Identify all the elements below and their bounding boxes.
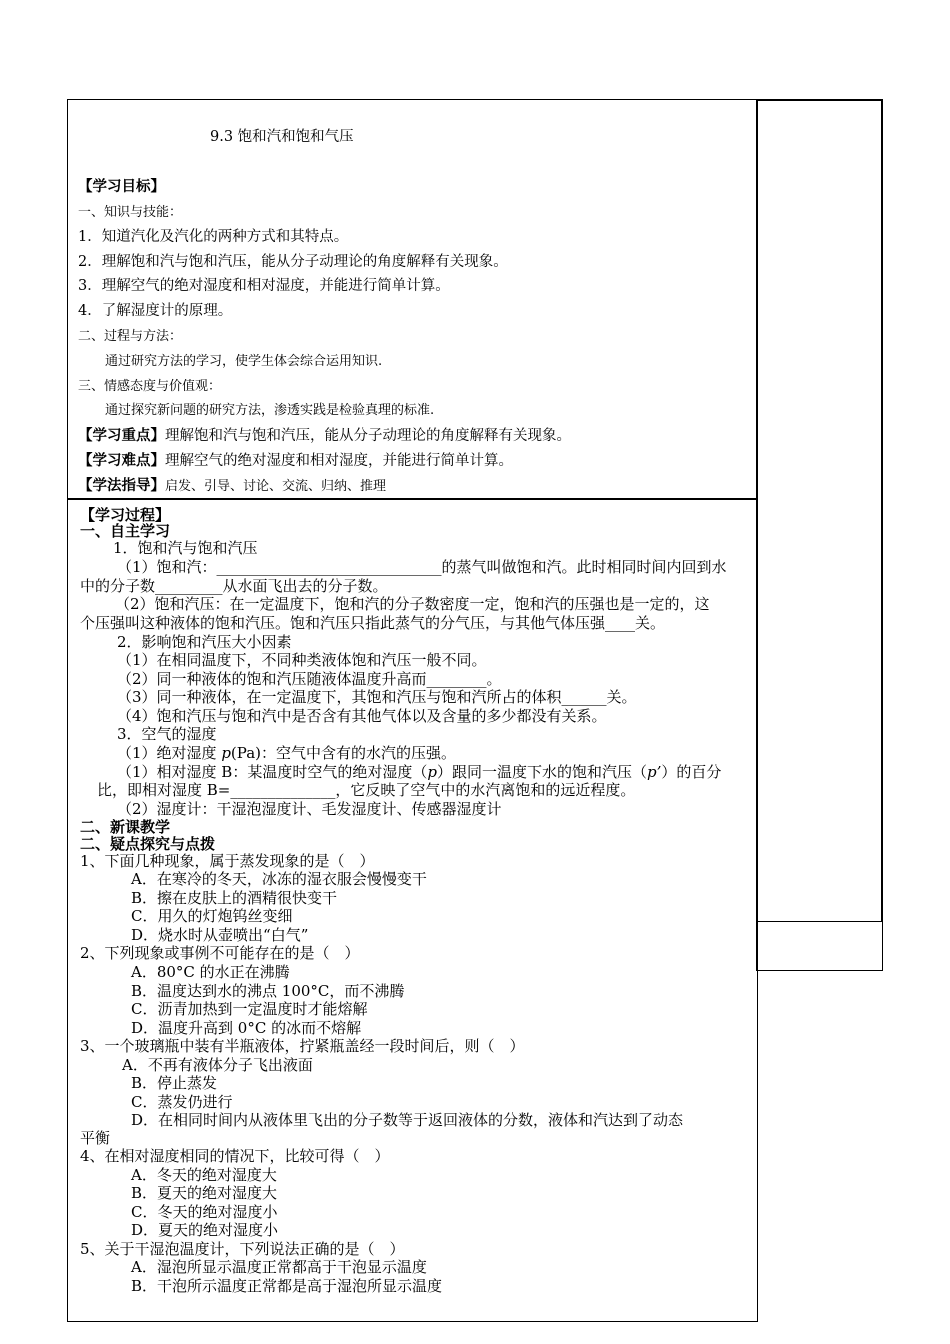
difficulty-line (78, 454, 513, 469)
goal-2: 2．理解饱和汽与饱和汽压，能从分子动理论的角度解释有关现象。 (78, 254, 508, 270)
fill-blank[interactable]: _________ (155, 577, 223, 595)
question-3-option-b[interactable]: B．停止蒸发 (131, 1074, 218, 1092)
saturated-vapor-line2 (80, 579, 388, 594)
process-method-text: 通过研究方法的学习，使学生体会综合运用知识. (105, 354, 383, 369)
symbol-p: p (221, 744, 231, 762)
question-5-option-a[interactable]: A．湿泡所显示温度正常都高于干泡显示温度 (131, 1258, 427, 1276)
question-4-option-c[interactable]: C．冬天的绝对湿度小 (131, 1203, 278, 1221)
abs-humidity-text: (Pa)：空气中含有的水汽的压强。 (230, 744, 456, 762)
question-4-stem: 4、在相对湿度相同的情况下，比较可得（ ） (80, 1147, 390, 1165)
question-3-option-d[interactable]: D．在相同时间内从液体里飞出的分子数等于返回液体的分数，液体和汽达到了动态 (131, 1111, 684, 1129)
symbol-p-prime: p’ (646, 763, 662, 781)
method-text: 启发、引导、讨论、交流、归纳、推理 (165, 479, 387, 494)
question-5-option-b[interactable]: B．干泡所示温度正常都是高于湿泡所显示温度 (131, 1277, 443, 1295)
sat-vapor-label: （1）饱和汽： (117, 558, 217, 576)
question-2-option-c[interactable]: C．沥青加热到一定温度时才能熔解 (131, 1000, 368, 1018)
method-line (78, 479, 386, 494)
goal-3: 3．理解空气的绝对湿度和相对湿度，并能进行简单计算。 (78, 278, 450, 294)
factor-1: （1）在相同温度下，不同种类液体饱和汽压一般不同。 (117, 651, 487, 669)
question-1-option-c[interactable]: C．用久的灯炮钨丝变细 (131, 907, 293, 925)
question-1-option-a[interactable]: A．在寒冷的冬天，冰冻的湿衣服会慢慢变干 (131, 870, 427, 888)
factor-2: （2）同一种液体的饱和汽压随液体温度升高而________。 (117, 670, 502, 688)
item3-heading: 3．空气的湿度 (117, 725, 217, 743)
key-point-line (78, 429, 571, 444)
rel-humidity-text-c: ）的百分 (661, 763, 722, 781)
side-column-lower-box (756, 920, 883, 971)
difficulty-text: 理解空气的绝对湿度和相对湿度，并能进行简单计算。 (165, 453, 513, 469)
question-4-option-b[interactable]: B．夏天的绝对湿度大 (131, 1184, 278, 1202)
hygrometer-line: （2）湿度计：干湿泡湿度计、毛发湿度计、传感器湿度计 (117, 800, 502, 818)
rel-humidity-text-a: （1）相对湿度 B：某温度时空气的绝对湿度（ (117, 763, 428, 781)
goal-1: 1．知道汽化及汽化的两种方式和其特点。 (78, 229, 349, 245)
section-attitude: 三、情感态度与价值观： (78, 379, 222, 394)
new-lesson-heading: 二、新课教学 (80, 818, 171, 836)
rel-humidity-text-b: ）跟同一温度下水的饱和汽压（ (436, 763, 647, 781)
absolute-humidity-line (117, 746, 456, 761)
page-title: 9.3 饱和汽和饱和气压 (210, 129, 354, 145)
explore-heading: 二、疑点探究与点拨 (80, 835, 216, 853)
self-study-heading: 一、自主学习 (80, 522, 171, 540)
side-column-box (756, 99, 883, 922)
relative-humidity-line2: 比，即相对湿度 B=______________，它反映了空气中的水汽离饱和的远近程度。 (97, 781, 636, 799)
section-knowledge: 一、知识与技能： (78, 205, 183, 220)
question-4-option-a[interactable]: A．冬天的绝对湿度大 (131, 1166, 277, 1184)
fill-blank[interactable]: ______________________________ (216, 558, 442, 576)
item2-heading: 2．影响饱和汽压大小因素 (117, 633, 292, 651)
question-1-option-d[interactable]: D．烧水时从壶喷出“白气” (131, 926, 309, 944)
question-3-option-a[interactable]: A．不再有液体分子飞出液面 (122, 1056, 313, 1074)
method-label: 【学法指导】 (78, 477, 165, 494)
process-heading: 【学习过程】 (80, 506, 171, 524)
question-2-option-d[interactable]: D．温度升高到 0°C 的冰而不熔解 (131, 1019, 362, 1037)
attitude-text: 通过探究新问题的研究方法，渗透实践是检验真理的标准. (105, 403, 435, 418)
saturated-pressure-line1: （2）饱和汽压：在一定温度下，饱和汽的分子数密度一定，饱和汽的压强也是一定的，这 (115, 595, 710, 613)
saturated-pressure-line2: 个压强叫这种液体的饱和汽压。饱和汽压只指此蒸气的分气压，与其他气体压强____关。 (80, 614, 666, 632)
factor-3: （3）同一种液体，在一定温度下，其饱和汽压与饱和汽所占的体积______关。 (117, 688, 637, 706)
symbol-p: p (427, 763, 437, 781)
goal-4: 4．了解湿度计的原理。 (78, 303, 233, 319)
factor-4: （4）饱和汽压与饱和汽中是否含有其他气体以及含量的多少都没有关系。 (117, 707, 607, 725)
question-4-option-d[interactable]: D．夏天的绝对湿度小 (131, 1221, 279, 1239)
saturated-vapor-line1 (117, 560, 727, 575)
question-3-option-d-continuation: 平衡 (80, 1129, 111, 1147)
question-1-option-b[interactable]: B．擦在皮肤上的酒精很快变干 (131, 889, 338, 907)
question-2-option-b[interactable]: B．温度达到水的沸点 100°C，而不沸腾 (131, 982, 405, 1000)
question-2-stem: 2、下列现象或事例不可能存在的是（ ） (80, 944, 360, 962)
key-point-text: 理解饱和汽与饱和汽压，能从分子动理论的角度解释有关现象。 (165, 428, 571, 444)
relative-humidity-line1 (117, 765, 721, 780)
question-1-stem: 1、下面几种现象，属于蒸发现象的是（ ） (80, 852, 375, 870)
sat-vapor-text-2b: 从水面飞出去的分子数。 (222, 577, 388, 595)
question-3-option-c[interactable]: C．蒸发仍进行 (131, 1093, 233, 1111)
question-5-stem: 5、关于干湿泡温度计，下列说法正确的是（ ） (80, 1240, 405, 1258)
difficulty-label: 【学习难点】 (78, 452, 165, 469)
section-process-method: 二、过程与方法： (78, 329, 183, 344)
item1-heading: 1．饱和汽与饱和汽压 (113, 539, 258, 557)
question-3-stem: 3、一个玻璃瓶中装有半瓶液体，拧紧瓶盖经一段时间后，则（ ） (80, 1037, 525, 1055)
abs-humidity-label: （1）绝对湿度 (117, 744, 222, 762)
objectives-heading: 【学习目标】 (78, 178, 165, 195)
key-point-label: 【学习重点】 (78, 427, 165, 444)
sat-vapor-text-2a: 中的分子数 (80, 577, 156, 595)
question-2-option-a[interactable]: A．80°C 的水正在沸腾 (131, 963, 290, 981)
sat-vapor-text: 的蒸气叫做饱和汽。此时相同时间内回到水 (441, 558, 727, 576)
